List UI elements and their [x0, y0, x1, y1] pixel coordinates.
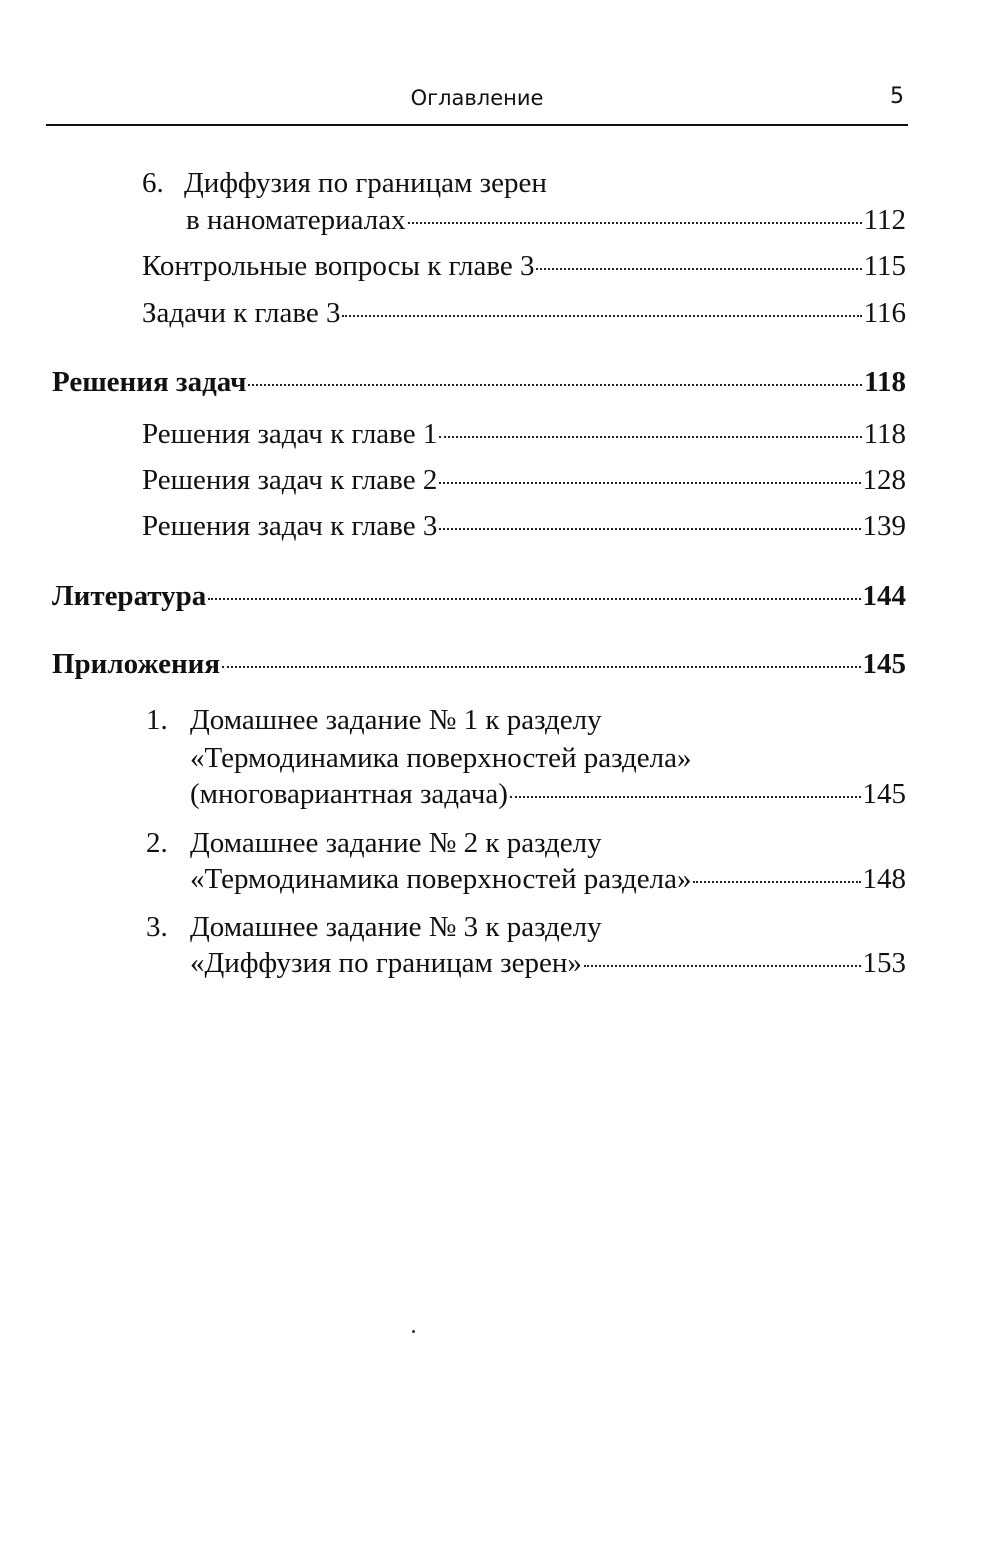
- toc-entry-hw3-line1[interactable]: [146, 911, 602, 944]
- dot-leader: [510, 796, 861, 798]
- toc-entry-ch3-tasks[interactable]: [142, 297, 906, 330]
- toc-entry-solutions-ch2[interactable]: [142, 464, 906, 497]
- toc-entry-number: 6.: [142, 167, 164, 199]
- dot-leader: [584, 965, 861, 967]
- toc-page-number: 145: [862, 648, 906, 680]
- toc-section-label: Приложения: [52, 648, 221, 680]
- dot-leader: [693, 881, 860, 883]
- print-speck: [412, 1330, 415, 1333]
- dot-leader: [536, 268, 861, 270]
- dot-leader: [408, 222, 862, 224]
- toc-entry-solutions-ch3[interactable]: [142, 510, 906, 543]
- toc-entry-label: Решения задач к главе 1: [142, 418, 438, 450]
- toc-entry-hw1-line1[interactable]: [146, 704, 602, 737]
- toc-entry-label: Домашнее задание № 2 к разделу: [190, 827, 602, 859]
- toc-section-label: Литература: [52, 580, 207, 612]
- toc-entry-label: Задачи к главе 3: [142, 297, 341, 329]
- toc-page-number: 112: [863, 204, 906, 236]
- toc-section-literature[interactable]: [52, 580, 906, 613]
- toc-entry-label: Решения задач к главе 3: [142, 510, 438, 542]
- toc-entry-label: Домашнее задание № 3 к разделу: [190, 911, 602, 943]
- toc-entry-6-line2[interactable]: [186, 204, 906, 237]
- toc-entry-label: (многовариантная задача): [190, 778, 508, 810]
- toc-page-number: 148: [862, 863, 906, 895]
- header-title: Оглавление: [410, 86, 544, 110]
- toc-entry-solutions-ch1[interactable]: [142, 418, 906, 451]
- toc-entry-number: 1.: [146, 704, 168, 736]
- toc-entry-hw1-line3[interactable]: [190, 778, 906, 811]
- toc-entry-hw1-line2: [190, 742, 691, 775]
- toc-entry-ch3-questions[interactable]: [142, 250, 906, 283]
- toc-page-number: 115: [863, 250, 906, 282]
- toc-entry-label: «Термодинамика поверхностей раздела»: [190, 742, 692, 774]
- toc-page-number: 128: [862, 464, 906, 496]
- toc-page-number: 144: [862, 580, 906, 612]
- dot-leader: [248, 384, 862, 386]
- toc-entry-hw2-line2[interactable]: [190, 863, 906, 896]
- toc-entry-number: 3.: [146, 911, 168, 943]
- toc-entry-label: Решения задач к главе 2: [142, 464, 438, 496]
- page-number: 5: [890, 84, 904, 109]
- toc-page-number: 153: [862, 947, 906, 979]
- toc-entry-label: «Диффузия по границам зерен»: [190, 947, 582, 979]
- toc-section-label: Решения задач: [52, 366, 247, 398]
- toc-entry-label: «Термодинамика поверхностей раздела»: [190, 863, 692, 895]
- toc-entry-hw3-line2[interactable]: [190, 947, 906, 980]
- page-header: [46, 78, 908, 126]
- toc-section-solutions[interactable]: [52, 366, 906, 399]
- toc-entry-number: 2.: [146, 827, 168, 859]
- dot-leader: [208, 598, 860, 600]
- toc-entry-6-line1[interactable]: [142, 167, 547, 200]
- toc-entry-label: в наноматериалах: [186, 204, 406, 236]
- dot-leader: [342, 315, 861, 317]
- dot-leader: [439, 436, 861, 438]
- toc-page-number: 139: [862, 510, 906, 542]
- toc-entry-hw2-line1[interactable]: [146, 827, 602, 860]
- toc-entry-label: Диффузия по границам зерен: [184, 167, 547, 199]
- toc-page-number: 145: [862, 778, 906, 810]
- dot-leader: [439, 482, 860, 484]
- dot-leader: [439, 528, 860, 530]
- dot-leader: [222, 666, 860, 668]
- toc-page-number: 118: [864, 366, 906, 398]
- toc-entry-label: Домашнее задание № 1 к разделу: [190, 704, 602, 736]
- toc-entry-label: Контрольные вопросы к главе 3: [142, 250, 535, 282]
- toc-page-number: 118: [863, 418, 906, 450]
- toc-section-appendices[interactable]: [52, 648, 906, 681]
- toc-page-number: 116: [863, 297, 906, 329]
